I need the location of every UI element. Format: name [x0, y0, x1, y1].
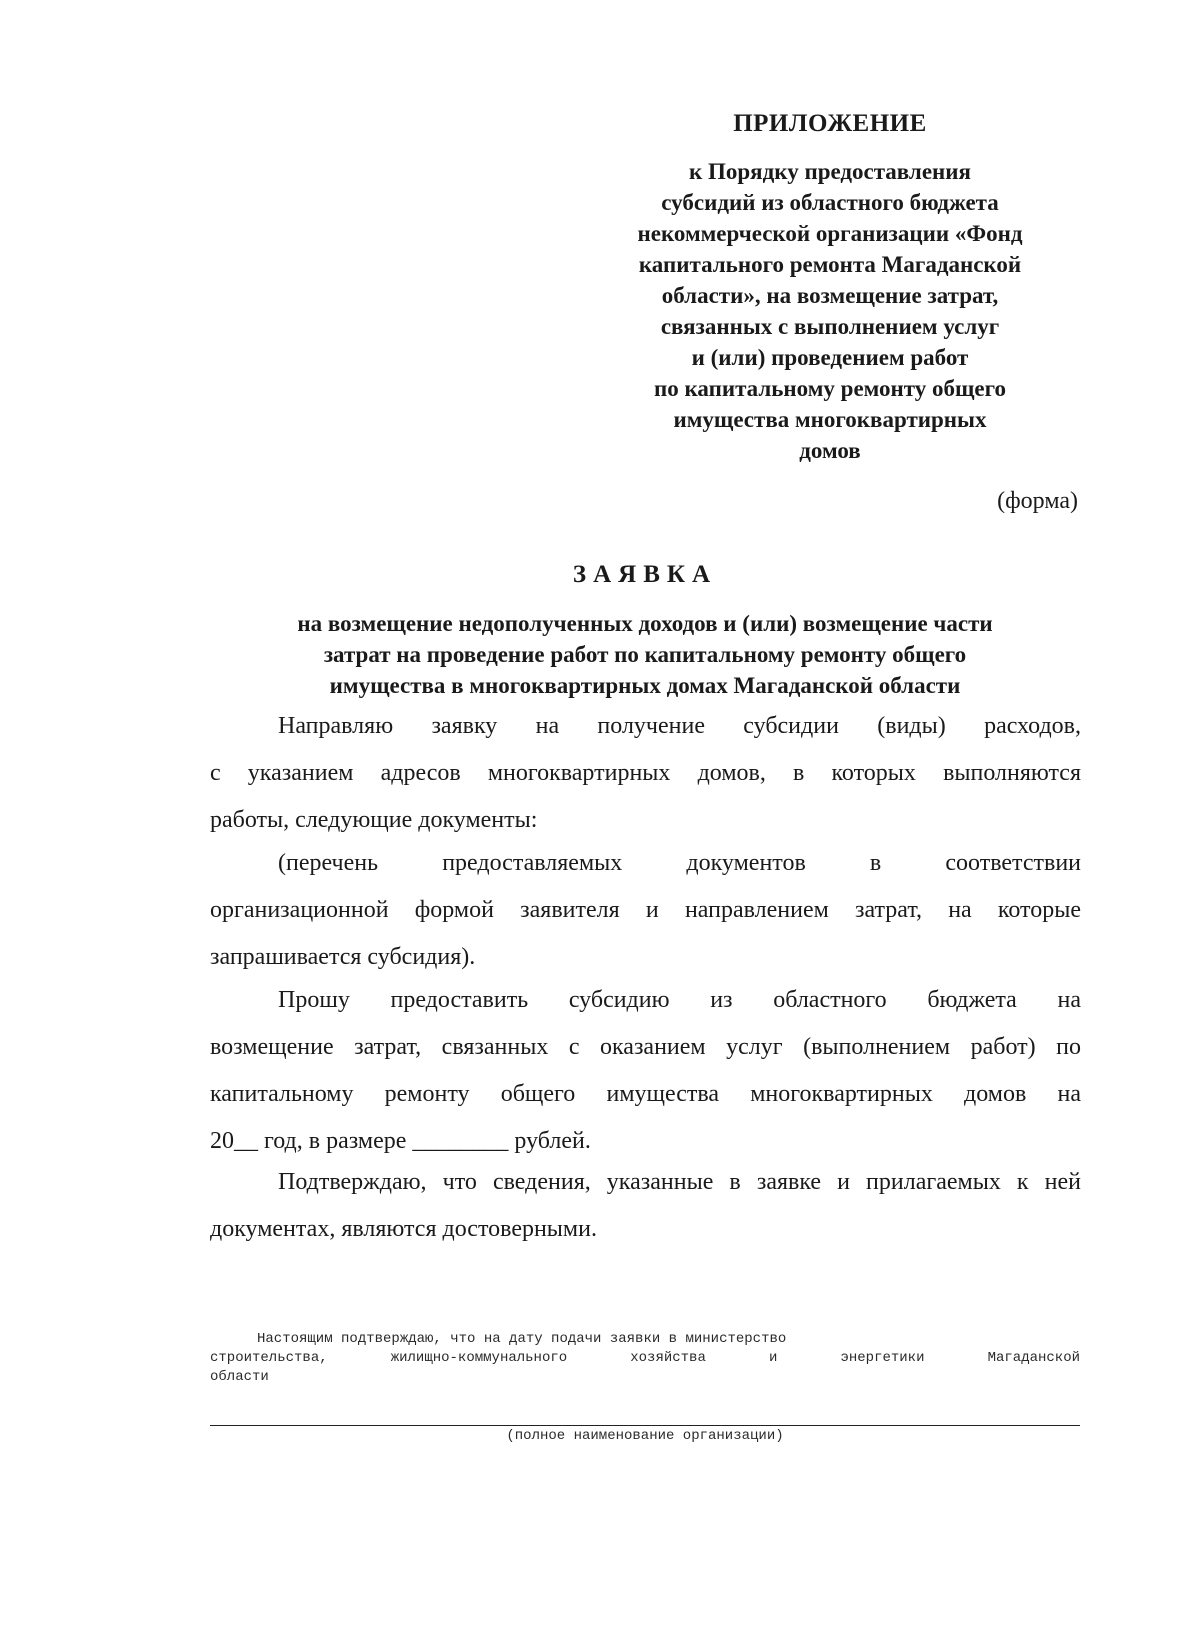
paragraph-line: 20__ год, в размере ________ рублей. [210, 1128, 591, 1154]
appendix-header [600, 110, 1060, 466]
form-label: (форма) [997, 488, 1078, 514]
paragraph-line: Подтверждаю, что сведения, указанные в заявке и прилагаемых к ней [278, 1169, 1081, 1195]
appendix-line: области», на возмещение затрат, [661, 283, 999, 308]
appendix-line: и (или) проведением работ [691, 345, 969, 370]
appendix-line: связанных с выполнением услуг [660, 314, 1000, 339]
paragraph-request [210, 703, 1081, 844]
subtitle-line: на возмещение недополученных доходов и (или) возмещение части [297, 611, 993, 636]
paragraph-line: возмещение затрат, связанных с оказанием услуг (выполнением работ) по [210, 1034, 1081, 1060]
document-title: ЗАЯВКА [572, 561, 718, 588]
paragraph-line: Прошу предоставить субсидию из областного бюджета на [278, 987, 1081, 1013]
note-line: области [210, 1369, 269, 1385]
note-line: строительства, жилищно-коммунального хозяйства и энергетики Магаданской [210, 1350, 1080, 1366]
paragraph-documents-list [210, 840, 1081, 981]
paragraph-confirmation [210, 1159, 1081, 1253]
paragraph-line: капитальному ремонту общего имущества многоквартирных домов на [210, 1081, 1081, 1107]
document-subtitle [210, 608, 1080, 701]
appendix-title: ПРИЛОЖЕНИЕ [733, 110, 927, 137]
appendix-line: домов [799, 438, 861, 463]
paragraph-line: Направляю заявку на получение субсидии (виды) расходов, [278, 713, 1081, 739]
subtitle-line: затрат на проведение работ по капитальному ремонту общего [323, 642, 967, 667]
paragraph-line: с указанием адресов многоквартирных домов, в которых выполняются [210, 760, 1081, 786]
organization-name-caption: (полное наименование организации) [506, 1428, 784, 1444]
paragraph-line: запрашивается субсидия). [210, 944, 476, 970]
appendix-line: некоммерческой организации «Фонд [637, 221, 1023, 246]
paragraph-line: (перечень предоставляемых документов в соответствии [278, 850, 1081, 876]
appendix-line: субсидий из областного бюджета [661, 190, 999, 215]
organization-name-blank[interactable] [210, 1425, 1080, 1426]
appendix-line: капитального ремонта Магаданской [638, 252, 1022, 277]
paragraph-subsidy-request [210, 977, 1081, 1165]
paragraph-line: организационной формой заявителя и направлением затрат, на которые [210, 897, 1081, 923]
appendix-line: имущества многоквартирных [673, 407, 987, 432]
subtitle-line: имущества в многоквартирных домах Магаданской области [329, 673, 961, 698]
appendix-line: к Порядку предоставления [689, 159, 971, 184]
confirmation-note [210, 1330, 1080, 1387]
note-line: Настоящим подтверждаю, что на дату подачи заявки в министерство [257, 1331, 787, 1347]
paragraph-line: работы, следующие документы: [210, 807, 538, 833]
appendix-line: по капитальному ремонту общего [653, 376, 1007, 401]
paragraph-line: документах, являются достоверными. [210, 1216, 597, 1242]
